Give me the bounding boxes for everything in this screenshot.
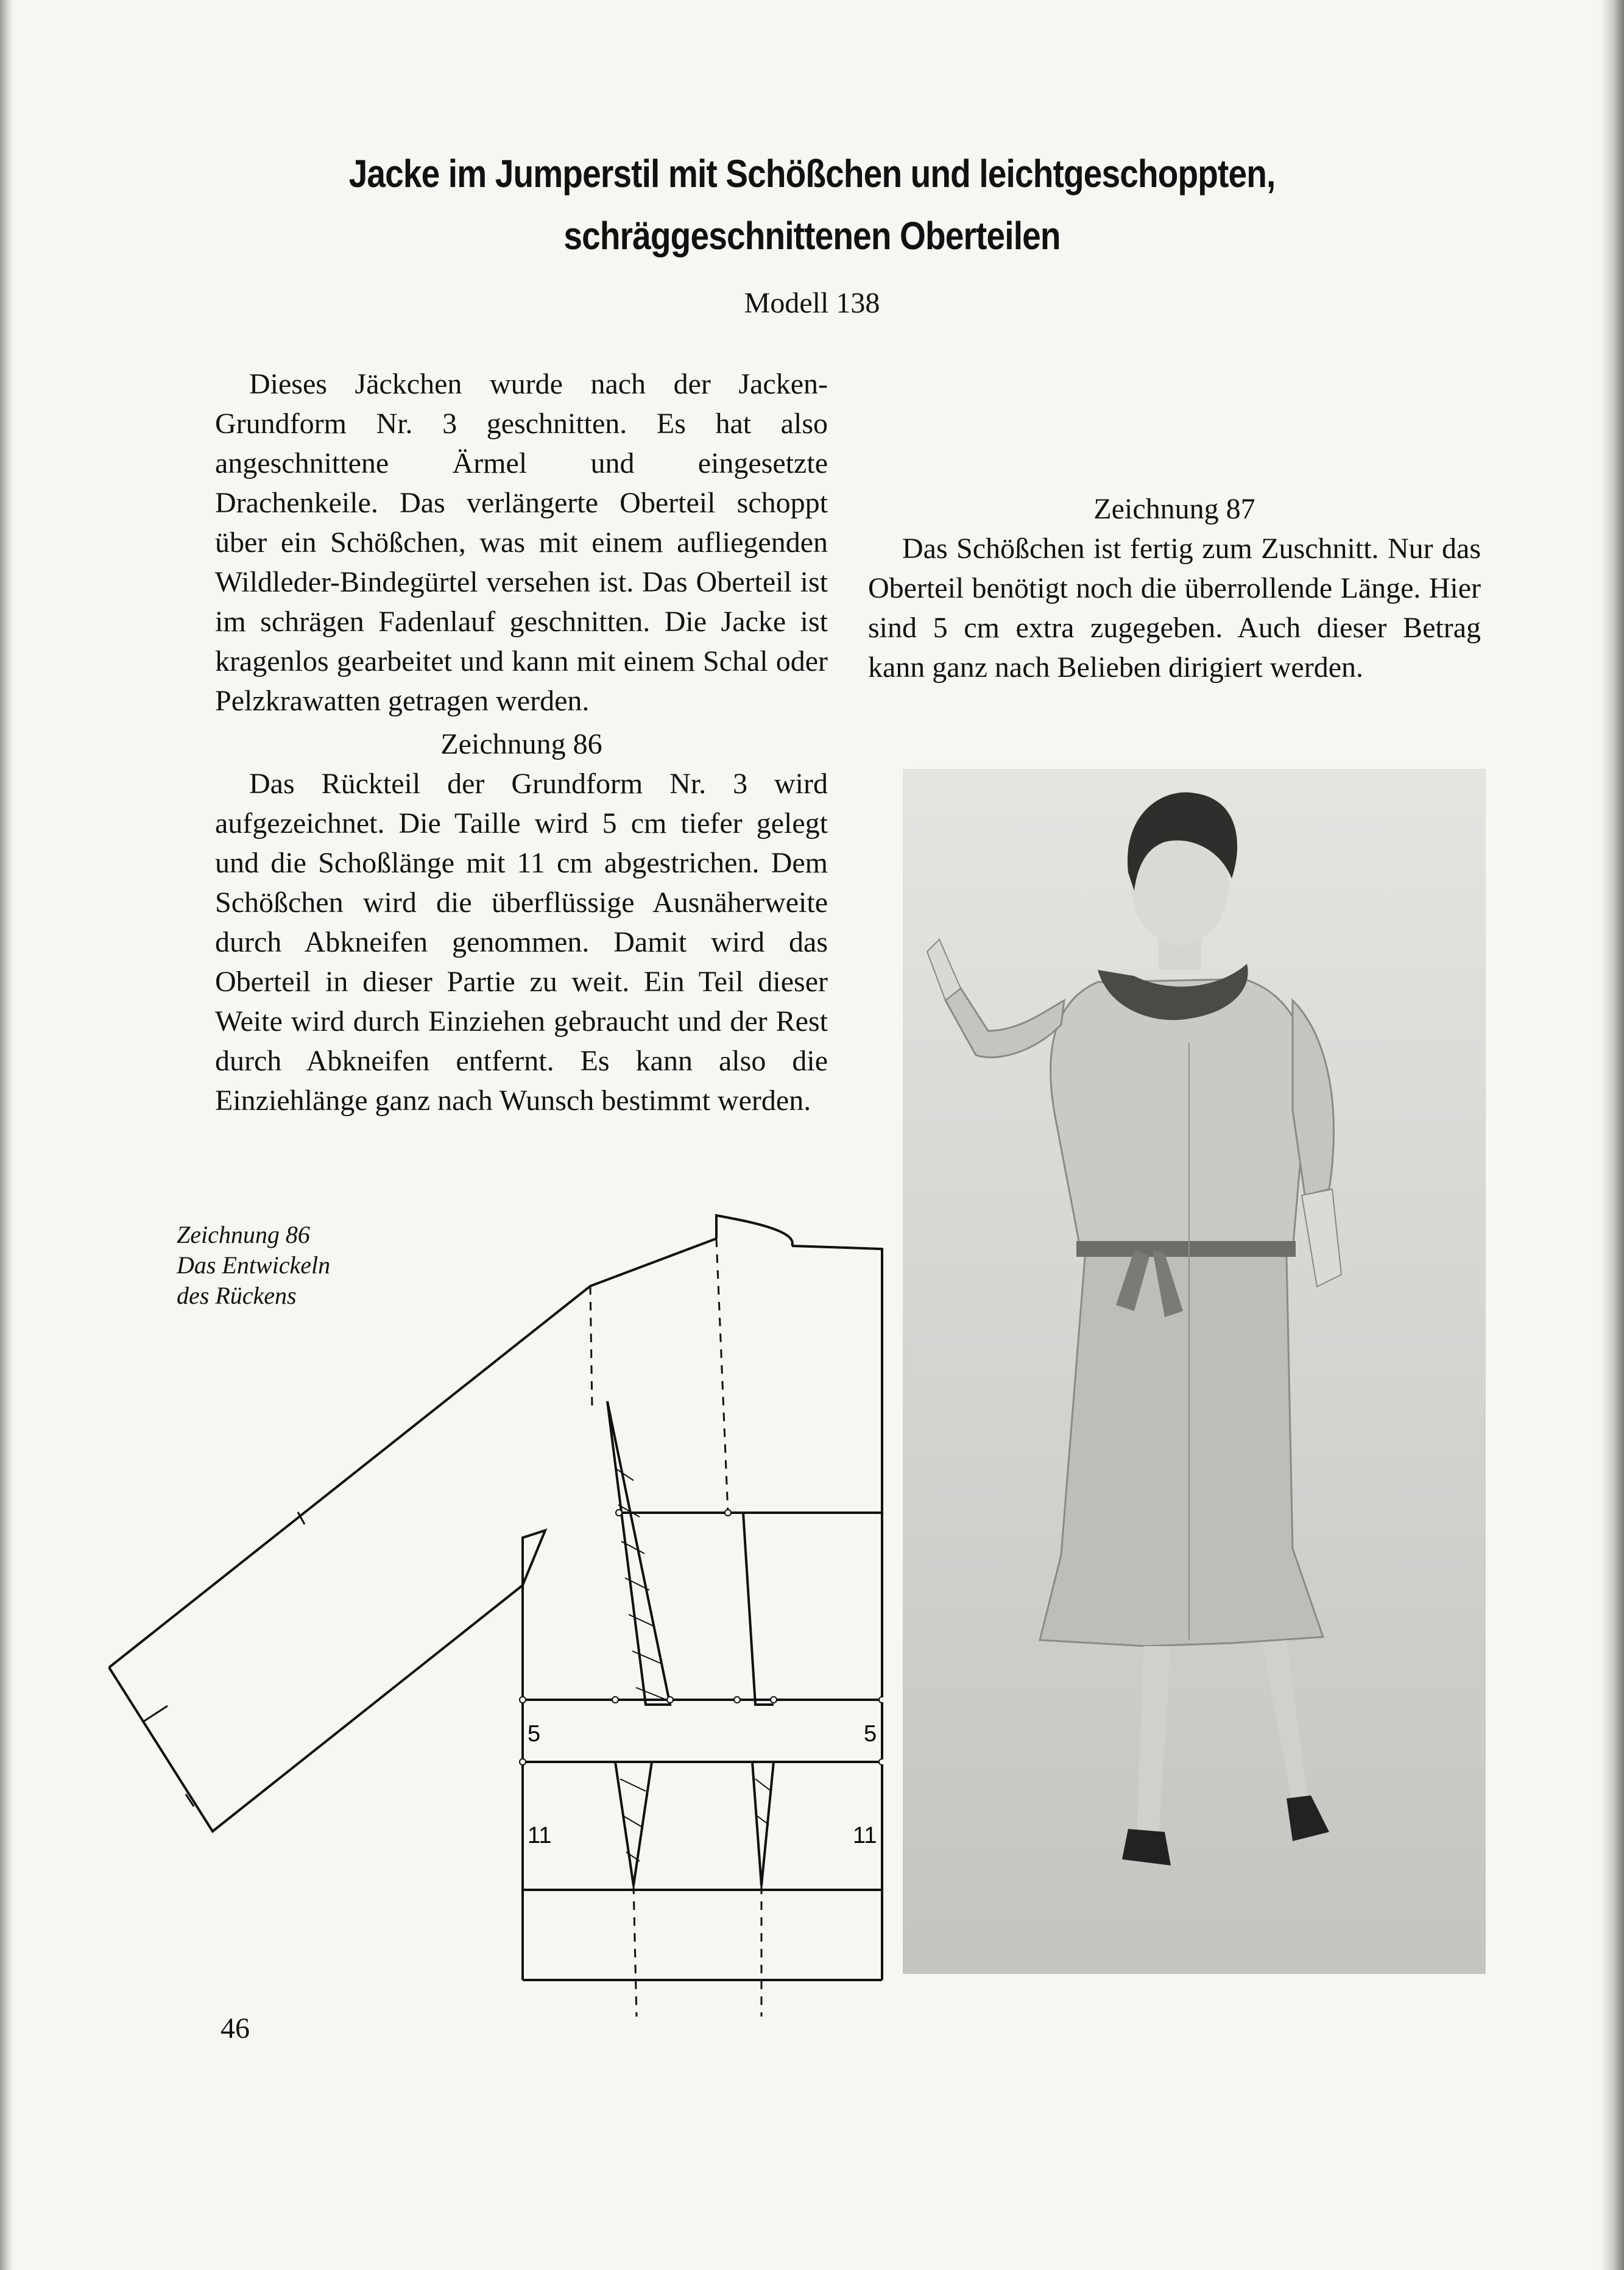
model-number: Modell 138	[744, 287, 880, 319]
page-edge-left	[0, 0, 13, 2270]
section-87-paragraph: Das Schößchen ist fertig zum Zuschnitt. Nur das Oberteil benötigt noch die überrollende Länge. Hier sind 5 cm extra zugegeben. Auch dieser Betrag kann ganz nach Belieben dirigiert werden.	[868, 532, 1481, 684]
page-number: 46	[221, 2012, 250, 2045]
diagram-caption-line-1: Zeichnung 86	[177, 1221, 310, 1248]
woman-in-jacket-illustration	[903, 769, 1486, 1974]
model-photo	[903, 769, 1486, 1974]
section-86-paragraph: Das Rückteil der Grundform Nr. 3 wird aufgezeichnet. Die Taille wird 5 cm tiefer gelegt und die Schoßlänge mit 11 cm abgestrichen. Dem Schößchen wird die überflüssige Ausnäherweite durch Abkneifen genommen. Damit wird das Oberteil in dieser Partie zu weit. Ein Teil dieser Weite wird durch Einziehen gebraucht und der Rest durch Abkneifen entfernt. Es kann also die Einziehlänge ganz nach Wunsch bestimmt werden.	[215, 768, 828, 1117]
label-right-11: 11	[853, 1823, 877, 1848]
section-87-heading: Zeichnung 87	[1093, 493, 1255, 525]
page-title-line-2: schräggeschnittenen Oberteilen	[563, 214, 1061, 258]
back-pattern-drawing	[97, 1212, 883, 2029]
label-right-5: 5	[864, 1721, 877, 1747]
text-column-left	[215, 364, 828, 1120]
page-edge-right	[1601, 0, 1624, 2270]
label-left-11: 11	[528, 1823, 552, 1848]
section-86-heading: Zeichnung 86	[440, 728, 602, 760]
label-left-5: 5	[528, 1721, 541, 1747]
column-continuation-space	[868, 364, 1481, 483]
diagram-caption-line-3: des Rückens	[177, 1282, 297, 1309]
text-column-right	[868, 364, 1481, 687]
intro-paragraph: Dieses Jäckchen wurde nach der Jacken-Grundform Nr. 3 geschnitten. Es hat also angeschnittene Ärmel und eingesetzte Drachenkeile. Das verlängerte Oberteil schoppt über ein Schößchen, was mit einem aufliegenden Wildleder-Bindegürtel versehen ist. Das Oberteil ist im schrägen Fadenlauf geschnitten. Die Jacke ist kragenlos gearbeitet und kann mit einem Schal oder Pelzkrawatten getragen werden.	[215, 368, 828, 717]
page-title-line-1: Jacke im Jumperstil mit Schößchen und leichtgeschoppten,	[348, 152, 1276, 196]
pattern-diagram	[97, 1212, 883, 2029]
diagram-caption-line-2: Das Entwickeln	[177, 1251, 331, 1279]
